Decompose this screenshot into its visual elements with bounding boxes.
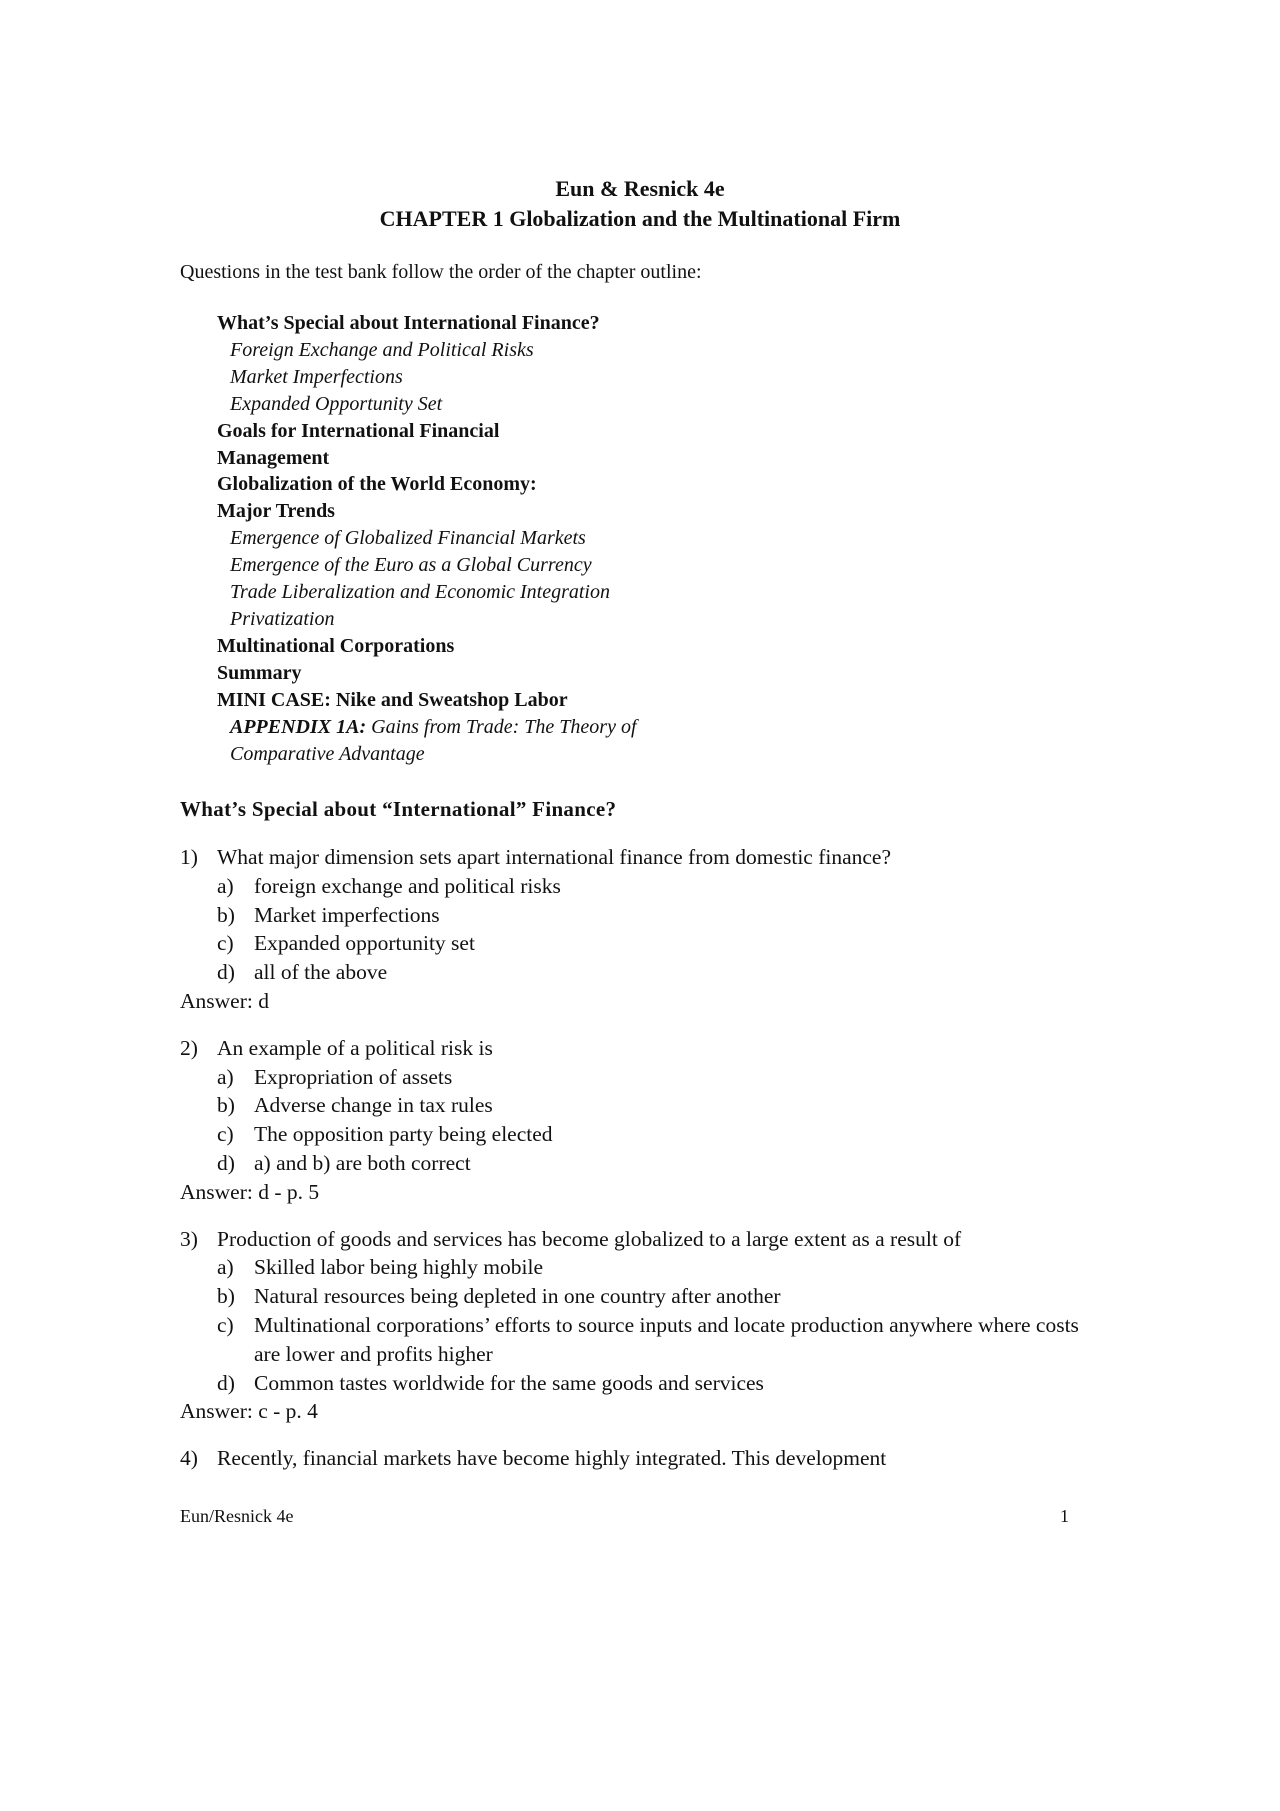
option-letter: a) bbox=[217, 1255, 234, 1280]
outline-item: MINI CASE: Nike and Sweatshop Labor bbox=[217, 688, 568, 711]
question bbox=[180, 1225, 1080, 1427]
option-letter: b) bbox=[217, 1284, 235, 1309]
appendix-label: APPENDIX 1A: bbox=[230, 715, 367, 738]
outline-item: Management bbox=[217, 446, 330, 469]
answer-option bbox=[180, 872, 1080, 901]
outline-item: Privatization bbox=[230, 607, 335, 630]
outline-item: What’s Special about International Finance? bbox=[217, 312, 600, 334]
option-text: Natural resources being depleted in one country after another bbox=[254, 1284, 781, 1309]
question-stem bbox=[180, 1225, 1080, 1254]
outline-item: Trade Liberalization and Economic Integration bbox=[230, 581, 610, 604]
answer-option bbox=[180, 1282, 1080, 1311]
question-number: 3) bbox=[180, 1226, 198, 1251]
answer-option bbox=[180, 1253, 1080, 1282]
option-letter: b) bbox=[217, 902, 235, 927]
question-stem bbox=[180, 1034, 1080, 1063]
answer-option bbox=[180, 929, 1080, 958]
option-letter: b) bbox=[217, 1093, 235, 1118]
outline-item: Goals for International Financial bbox=[217, 419, 500, 442]
answer-option bbox=[180, 1120, 1080, 1149]
option-text: Common tastes worldwide for the same goods and services bbox=[254, 1370, 764, 1395]
option-letter: d) bbox=[217, 1370, 235, 1395]
answer-option bbox=[180, 958, 1080, 987]
question-list bbox=[180, 843, 1080, 1491]
question-text: Production of goods and services has become globalized to a large extent as a result of bbox=[217, 1226, 962, 1251]
answer-key: Answer: c - p. 4 bbox=[180, 1399, 318, 1424]
appendix-title-line-2: Comparative Advantage bbox=[230, 742, 425, 765]
page-number: 1 bbox=[1060, 1506, 1069, 1526]
option-text: Skilled labor being highly mobile bbox=[254, 1255, 544, 1280]
answer-option bbox=[180, 1063, 1080, 1092]
outline-item: Multinational Corporations bbox=[217, 634, 455, 657]
question-text: An example of a political risk is bbox=[217, 1035, 493, 1060]
option-letter: a) bbox=[217, 873, 234, 898]
option-text: Multinational corporations’ efforts to source inputs and locate production anywhere where costs are lower and profits higher bbox=[254, 1312, 1079, 1366]
question-text: Recently, financial markets have become highly integrated. This development bbox=[217, 1446, 887, 1471]
option-letter: a) bbox=[217, 1064, 234, 1089]
question-text: What major dimension sets apart international finance from domestic finance? bbox=[217, 845, 892, 869]
option-text: foreign exchange and political risks bbox=[254, 873, 561, 898]
question-number: 1) bbox=[180, 845, 198, 869]
option-letter: d) bbox=[217, 960, 235, 985]
outline-item: Emergence of the Euro as a Global Currency bbox=[230, 554, 592, 577]
footer-source: Eun/Resnick 4e bbox=[180, 1506, 294, 1526]
outline-item: Summary bbox=[217, 661, 302, 684]
outline-item: Major Trends bbox=[217, 500, 335, 523]
option-letter: d) bbox=[217, 1150, 235, 1175]
outline-item: Market Imperfections bbox=[230, 365, 403, 388]
question bbox=[180, 1444, 1080, 1473]
option-text: Adverse change in tax rules bbox=[254, 1093, 493, 1118]
question-number: 2) bbox=[180, 1035, 198, 1060]
option-text: Market imperfections bbox=[254, 902, 440, 927]
answer-option bbox=[180, 901, 1080, 930]
chapter-outline bbox=[217, 310, 637, 767]
outline-item: Emergence of Globalized Financial Markets bbox=[230, 527, 586, 550]
answer-key: Answer: d - p. 5 bbox=[180, 1179, 320, 1204]
intro-text: Questions in the test bank follow the order of the chapter outline: bbox=[180, 261, 702, 283]
title-line-2: CHAPTER 1 Globalization and the Multinational Firm bbox=[379, 206, 901, 231]
option-text: The opposition party being elected bbox=[254, 1122, 553, 1147]
answer-key: Answer: d bbox=[180, 988, 269, 1013]
question bbox=[180, 843, 1080, 1016]
answer-option bbox=[180, 1369, 1080, 1398]
option-text: all of the above bbox=[254, 960, 388, 985]
question-stem bbox=[180, 843, 1080, 872]
option-text: Expanded opportunity set bbox=[254, 931, 475, 956]
option-text: a) and b) are both correct bbox=[254, 1150, 471, 1175]
title-line-1: Eun & Resnick 4e bbox=[555, 176, 725, 201]
option-letter: c) bbox=[217, 1312, 234, 1337]
outline-appendix bbox=[217, 714, 637, 741]
option-text: Expropriation of assets bbox=[254, 1064, 453, 1089]
answer-option bbox=[180, 1311, 1080, 1369]
outline-item: Expanded Opportunity Set bbox=[230, 392, 443, 415]
option-letter: c) bbox=[217, 931, 234, 956]
question bbox=[180, 1034, 1080, 1207]
section-heading: What’s Special about “International” Finance? bbox=[180, 797, 617, 821]
answer-option bbox=[180, 1149, 1080, 1178]
question-stem bbox=[180, 1444, 1080, 1473]
page-title bbox=[0, 174, 1280, 234]
answer-option bbox=[180, 1091, 1080, 1120]
question-number: 4) bbox=[180, 1446, 198, 1471]
outline-item: Foreign Exchange and Political Risks bbox=[230, 338, 534, 361]
option-letter: c) bbox=[217, 1122, 234, 1147]
appendix-title: Gains from Trade: The Theory of bbox=[366, 715, 637, 738]
outline-item: Globalization of the World Economy: bbox=[217, 473, 537, 496]
